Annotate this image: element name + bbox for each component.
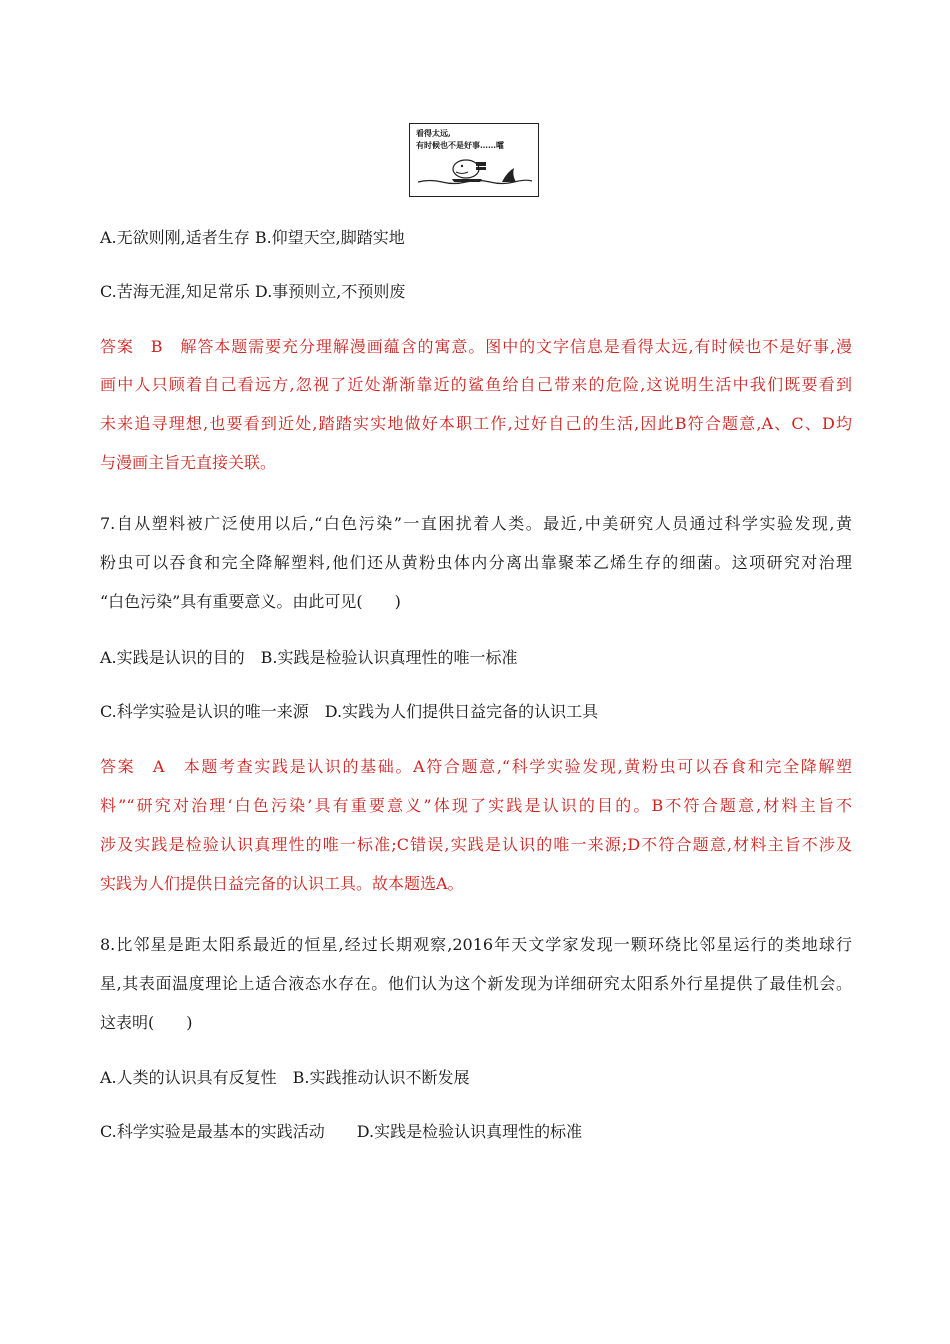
q7-answer-line: 实践为人们提供日益完备的认识工具。故本题选A。 bbox=[100, 874, 464, 893]
q8-stem-line: 8.比邻星是距太阳系最近的恒星,经过长期观察,2016年天文学家发现一颗环绕比邻星运行的类地球行 bbox=[100, 935, 852, 954]
q7-options-line2: C.科学实验是认识的唯一来源 D.实践为人们提供日益完备的认识工具 bbox=[100, 702, 599, 721]
q8-options-line2: C.科学实验是最基本的实践活动 D.实践是检验认识真理性的标准 bbox=[100, 1122, 583, 1141]
q7-stem-line: “白色污染”具有重要意义。由此可见( ) bbox=[100, 592, 401, 611]
q6-options-line1: A.无欲则刚,适者生存 B.仰望天空,脚踏实地 bbox=[100, 228, 405, 247]
q8-options-line1: A.人类的认识具有反复性 B.实践推动认识不断发展 bbox=[100, 1068, 470, 1087]
q8-stem-line: 星,其表面温度理论上适合液态水存在。他们认为这个新发现为详细研究太阳系外行星提供了最佳机会。 bbox=[100, 974, 852, 993]
q6-answer-line: 答案 B 解答本题需要充分理解漫画蕴含的寓意。图中的文字信息是看得太远,有时候也不是好事,漫 bbox=[100, 337, 852, 356]
cartoon-image bbox=[409, 123, 539, 197]
q7-stem-line: 粉虫可以吞食和完全降解塑料,他们还从黄粉虫体内分离出靠聚苯乙烯生存的细菌。这项研究对治理 bbox=[100, 553, 852, 572]
q6-options-line2: C.苦海无涯,知足常乐 D.事预则立,不预则废 bbox=[100, 282, 406, 301]
cartoon-drawing bbox=[410, 124, 537, 195]
q8-stem-line: 这表明( ) bbox=[100, 1013, 193, 1032]
cartoon-caption-line2: 有时候也不是好事……嚯 bbox=[416, 140, 504, 150]
cartoon-caption-line1: 看得太远, bbox=[416, 128, 451, 138]
q6-answer-line: 未来追寻理想,也要看到近处,踏踏实实地做好本职工作,过好自己的生活,因此B符合题意,A、C、D均 bbox=[100, 414, 852, 433]
q7-answer-line: 料”“研究对治理‘白色污染’具有重要意义”体现了实践是认识的目的。B不符合题意,材料主旨不 bbox=[100, 796, 852, 815]
q7-answer-line: 涉及实践是检验认识真理性的唯一标准;C错误,实践是认识的唯一来源;D不符合题意,材料主旨不涉及 bbox=[100, 835, 852, 854]
q6-answer-line: 画中人只顾着自己看远方,忽视了近处渐渐靠近的鲨鱼给自己带来的危险,这说明生活中我们既要看到 bbox=[100, 375, 852, 394]
q6-answer-line: 与漫画主旨无直接关联。 bbox=[100, 453, 277, 472]
q7-options-line1: A.实践是认识的目的 B.实践是检验认识真理性的唯一标准 bbox=[100, 648, 518, 667]
q7-stem-line: 7.自从塑料被广泛使用以后,“白色污染”一直困扰着人类。最近,中美研究人员通过科学实验发现,黄 bbox=[100, 514, 852, 533]
q7-answer-line: 答案 A 本题考查实践是认识的基础。A符合题意,“科学实验发现,黄粉虫可以吞食和完全降解塑 bbox=[100, 757, 852, 776]
